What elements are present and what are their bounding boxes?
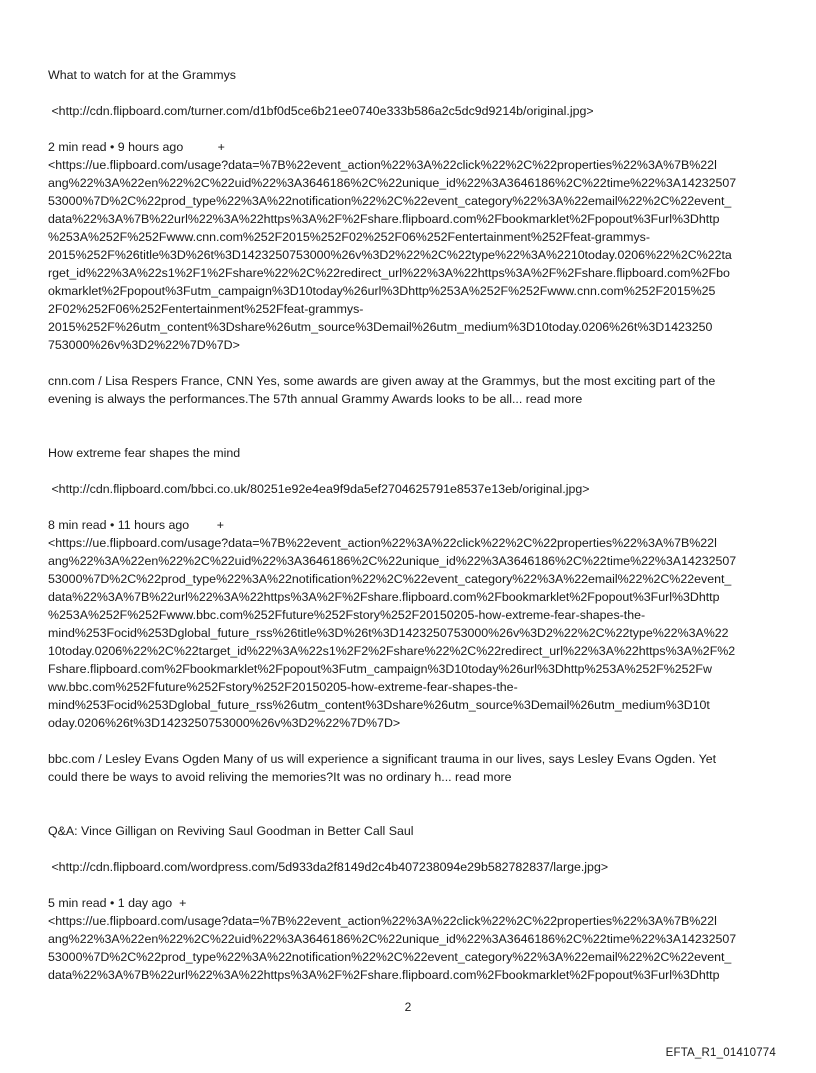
link-line: 53000%7D%2C%22prod_type%22%3A%22notification%22%2C%22event_category%22%3A%22email%22%2C%22event_ [48,194,732,208]
article-meta: 8 min read • 11 hours ago + [48,518,224,532]
link-line: oday.0206%26t%3D1423250753000%26v%3D2%22%7D%7D> [48,716,401,730]
image-url[interactable]: <http://cdn.flipboard.com/bbci.co.uk/80251e92e4ea9f9da5ef2704625791e8537e13eb/original.jpg> [48,482,590,496]
link-line: ang%22%3A%22en%22%2C%22uid%22%3A3646186%2C%22unique_id%22%3A3646186%2C%22time%22%3A14232507 [48,932,737,946]
link-line: %253A%252F%252Fwww.bbc.com%252Ffuture%252Fstory%252F20150205-how-extreme-fear-shapes-the- [48,608,646,622]
link-line: ang%22%3A%22en%22%2C%22uid%22%3A3646186%2C%22unique_id%22%3A3646186%2C%22time%22%3A14232507 [48,176,737,190]
link-line: Fshare.flipboard.com%2Fbookmarklet%2Fpopout%3Futm_campaign%3D10today%26url%3Dhttp%253A%252F%252Fw [48,662,712,676]
link-line: rget_id%22%3A%22s1%2F1%2Fshare%22%2C%22redirect_url%22%3A%22https%3A%2F%2Fshare.flipboard.com%2Fbo [48,266,730,280]
article-summary: evening is always the performances.The 57th annual Grammy Awards looks to be all... read more [48,392,583,406]
link-line: <https://ue.flipboard.com/usage?data=%7B%22event_action%22%3A%22click%22%2C%22properties%22%3A%7B%22l [48,914,717,928]
link-line: <https://ue.flipboard.com/usage?data=%7B%22event_action%22%3A%22click%22%2C%22properties%22%3A%7B%22l [48,536,717,550]
link-line: data%22%3A%7B%22url%22%3A%22https%3A%2F%2Fshare.flipboard.com%2Fbookmarklet%2Fpopout%3Furl%3Dhttp [48,212,720,226]
link-line: data%22%3A%7B%22url%22%3A%22https%3A%2F%2Fshare.flipboard.com%2Fbookmarklet%2Fpopout%3Furl%3Dhttp [48,590,720,604]
article-meta: 2 min read • 9 hours ago + [48,140,225,154]
article-title: How extreme fear shapes the mind [48,446,241,460]
link-line: <https://ue.flipboard.com/usage?data=%7B%22event_action%22%3A%22click%22%2C%22properties%22%3A%7B%22l [48,158,717,172]
link-line: 753000%26v%3D2%22%7D%7D> [48,338,240,352]
link-line: %253A%252F%252Fwww.cnn.com%252F2015%252F02%252F06%252Fentertainment%252Ffeat-grammys- [48,230,650,244]
link-line: ang%22%3A%22en%22%2C%22uid%22%3A3646186%2C%22unique_id%22%3A3646186%2C%22time%22%3A14232507 [48,554,737,568]
article-summary: cnn.com / Lisa Respers France, CNN Yes, some awards are given away at the Grammys, but the most exciting part of the [48,374,716,388]
link-line: ww.bbc.com%252Ffuture%252Fstory%252F20150205-how-extreme-fear-shapes-the- [48,680,518,694]
page-number: 2 [404,1000,412,1014]
share-link[interactable] [48,912,768,984]
link-line: 2015%252F%26title%3D%26t%3D1423250753000%26v%3D2%22%2C%22type%22%3A%2210today.0206%22%2C%22ta [48,248,732,262]
link-line: 2F02%252F06%252Fentertainment%252Ffeat-grammys- [48,302,364,316]
image-url[interactable]: <http://cdn.flipboard.com/wordpress.com/5d933da2f8149d2c4b407238094e29b582782837/large.jpg> [48,860,609,874]
article-meta: 5 min read • 1 day ago + [48,896,187,910]
article-title: Q&A: Vince Gilligan on Reviving Saul Goodman in Better Call Saul [48,824,414,838]
link-line: data%22%3A%7B%22url%22%3A%22https%3A%2F%2Fshare.flipboard.com%2Fbookmarklet%2Fpopout%3Furl%3Dhttp [48,968,720,982]
link-line: 2015%252F%26utm_content%3Dshare%26utm_source%3Demail%26utm_medium%3D10today.0206%26t%3D1423250 [48,320,713,334]
article-summary: bbc.com / Lesley Evans Ogden Many of us will experience a significant trauma in our lives, says Lesley Evans Ogden. Yet [48,752,717,766]
link-line: mind%253Focid%253Dglobal_future_rss%26title%3D%26t%3D1423250753000%26v%3D2%22%2C%22type%22%3A%22 [48,626,729,640]
article-title: What to watch for at the Grammys [48,68,236,82]
document-id: EFTA_R1_01410774 [665,1047,776,1059]
link-line: 53000%7D%2C%22prod_type%22%3A%22notification%22%2C%22event_category%22%3A%22email%22%2C%22event_ [48,950,732,964]
image-url[interactable]: <http://cdn.flipboard.com/turner.com/d1bf0d5ce6b21ee0740e333b586a2c5dc9d9214b/original.jpg> [48,104,594,118]
link-line: 53000%7D%2C%22prod_type%22%3A%22notification%22%2C%22event_category%22%3A%22email%22%2C%22event_ [48,572,732,586]
link-line: mind%253Focid%253Dglobal_future_rss%26utm_content%3Dshare%26utm_source%3Demail%26utm_medium%3D10t [48,698,710,712]
share-link[interactable] [48,534,768,732]
link-line: 10today.0206%22%2C%22target_id%22%3A%22s1%2F2%2Fshare%22%2C%22redirect_url%22%3A%22https%3A%2F%2 [48,644,736,658]
share-link[interactable] [48,156,768,354]
article-summary: could there be ways to avoid reliving the memories?It was no ordinary h... read more [48,770,512,784]
email-body [48,66,768,984]
link-line: okmarklet%2Fpopout%3Futm_campaign%3D10today%26url%3Dhttp%253A%252F%252Fwww.cnn.com%252F2015%25 [48,284,716,298]
